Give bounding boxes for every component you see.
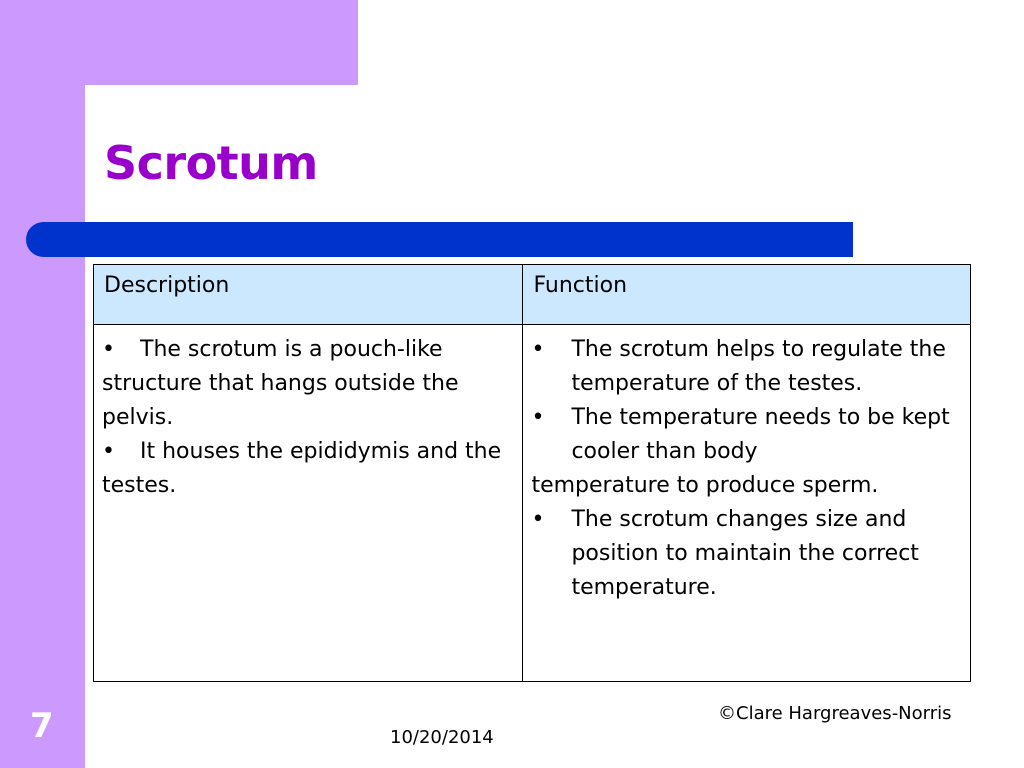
header-function: Function	[523, 265, 971, 325]
function-bullet-1: The scrotum helps to regulate the temperature of the testes.	[571, 337, 946, 396]
function-bullet-3: The scrotum changes size and position to maintain the correct temperature.	[571, 507, 919, 600]
list-item	[531, 503, 964, 605]
function-bullet-2: The temperature needs to be kept cooler than body	[571, 405, 950, 464]
copyright-notice: ©Clare Hargreaves-Norris	[718, 703, 952, 724]
header-description: Description	[94, 265, 523, 325]
bullet-icon: •	[531, 405, 545, 430]
slide-date: 10/20/2014	[390, 727, 494, 748]
title-underline-bar	[26, 222, 853, 257]
function-cell	[523, 325, 971, 682]
bullet-icon: •	[531, 507, 545, 532]
bullet-icon: •	[531, 337, 545, 362]
slide-number: 7	[30, 706, 54, 746]
list-item	[102, 333, 516, 435]
slide-frame-top	[0, 0, 358, 85]
list-item	[531, 333, 964, 401]
bullet-icon: •	[102, 337, 115, 362]
list-item	[102, 435, 516, 503]
slide-frame-left	[0, 0, 85, 768]
description-bullet-2: It houses the epididymis and the testes.	[102, 439, 502, 498]
table-row	[94, 325, 971, 682]
content-table	[93, 264, 971, 682]
function-bullet-2-continuation: temperature to produce sperm.	[531, 473, 879, 498]
table-header-row	[94, 265, 971, 325]
description-bullet-1: The scrotum is a pouch-like structure that hangs outside the pelvis.	[102, 337, 459, 430]
bullet-icon: •	[102, 439, 115, 464]
list-item	[531, 401, 964, 469]
description-cell	[94, 325, 523, 682]
slide-title: Scrotum	[104, 136, 318, 190]
